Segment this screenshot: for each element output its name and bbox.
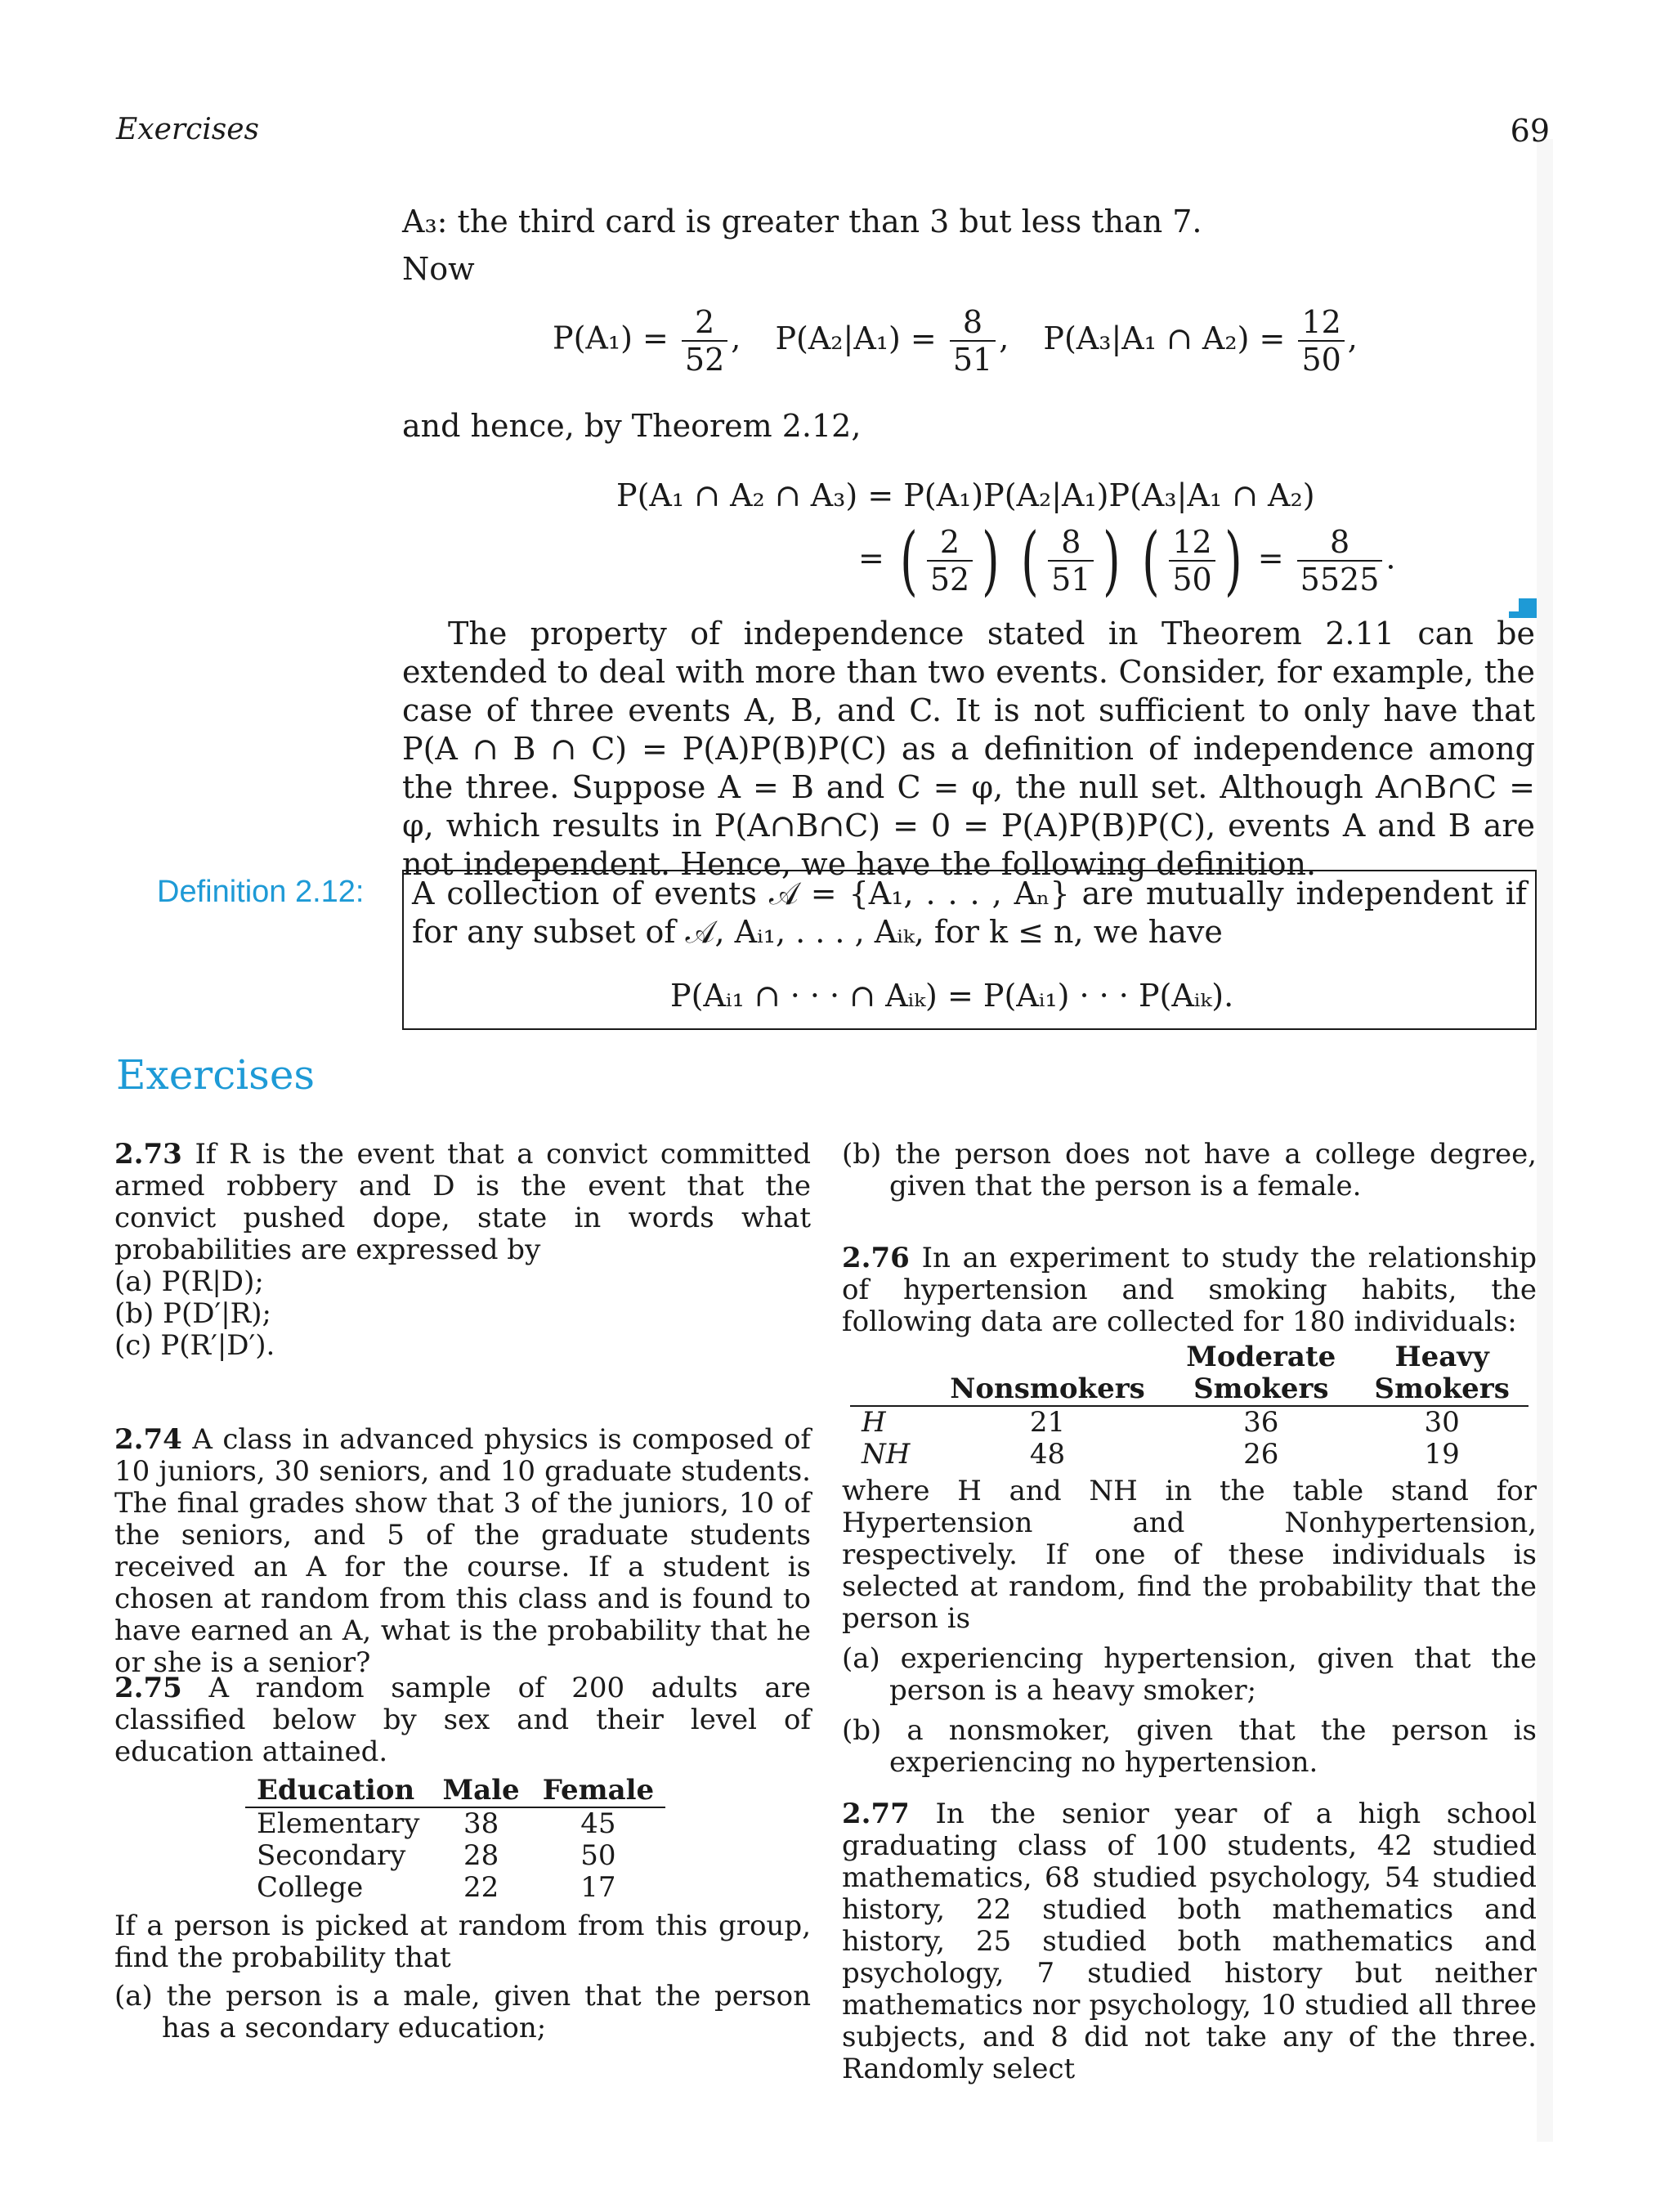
part-b: (b) a nonsmoker, given that the person is experiencing no hypertension. (842, 1714, 1537, 1779)
exercise-number: 2.75 (114, 1672, 182, 1704)
table-cell: Elementary (257, 1807, 420, 1840)
definition-text: A collection of events 𝒜 = {A₁, . . . , Aₙ} are mutually independent if for any subset of 𝒜, Aᵢ₁, . . . , Aᵢₖ, for k ≤ n, we have (412, 875, 1527, 950)
table-cell: 38 (463, 1807, 499, 1840)
table-cell: College (257, 1871, 364, 1904)
table-cell: NH (862, 1438, 911, 1471)
table-cell: 28 (463, 1839, 499, 1872)
exercise-2-75 (114, 1672, 811, 2044)
table-cell: 19 (1424, 1438, 1460, 1471)
exercise-number: 2.77 (842, 1798, 910, 1830)
exercise-text: In an experiment to study the relationship of hypertension and smoking habits, the following data are collected for 180 individuals: (842, 1242, 1537, 1338)
exercise-number: 2.76 (842, 1242, 910, 1274)
part-a: (a) P(R|D); (114, 1265, 264, 1298)
fraction (1298, 304, 1344, 378)
now-text: Now (402, 251, 475, 287)
p-a2-lhs: P(A₂|A₁) = (775, 320, 937, 356)
hence-text: and hence, by Theorem 2.12, (402, 408, 862, 444)
fraction (927, 524, 973, 598)
denominator: 52 (684, 342, 725, 378)
table-row (850, 1439, 1529, 1471)
page-number: 69 (1510, 113, 1550, 149)
exercise-2-76 (842, 1243, 1537, 1779)
table-row (245, 1840, 665, 1872)
part-b: (b) P(D′|R); (114, 1297, 271, 1330)
exercise-text: A class in advanced physics is composed of 10 juniors, 30 seniors, and 10 graduate students. The final grades show that 3 of the juniors, 10 of the seniors, and 5 of the graduate students received an A for the course. If a student is chosen at random from this class and is found to have earned an A, what is the probability that he or she is a senior? (114, 1423, 812, 1679)
exercise-followup: If a person is picked at random from this group, find the probability that (114, 1910, 811, 1974)
fraction (1169, 524, 1215, 598)
numerator: 2 (682, 304, 727, 342)
exercise-text: A random sample of 200 adults are classified below by sex and their level of education attained. (114, 1672, 812, 1768)
exercise-2-74 (114, 1424, 811, 1679)
table-cell: 17 (580, 1871, 616, 1904)
exercise-number: 2.74 (114, 1423, 182, 1456)
table-cell: 36 (1243, 1406, 1279, 1439)
denominator: 5525 (1300, 562, 1380, 598)
part-b: (b) the person does not have a college degree, given that the person is a female. (842, 1138, 1537, 1202)
column-header: Education (257, 1774, 415, 1807)
probabilities-equation: P(A₁) = $\frac{2}{52}$ , P(A₂|A₁) = $\frac{8}{51}$ , P(A₃|A₁ ∩ A₂) = $\frac{12}{50}$ , (553, 304, 1358, 378)
a3-definition: A₃: the third card is greater than 3 but less than 7. (402, 204, 1202, 240)
independence-paragraph: The property of independence stated in Theorem 2.11 can be extended to deal with more than two events. Consider, for example, the case of three events A, B, and C. It is not sufficient to only have that P(A ∩ B ∩ C) = P(A)P(B)P(C) as a definition of independence among the three. Suppose A = B and C = φ, the null set. Although A∩B∩C = φ, which results in P(A∩B∩C) = 0 = P(A)P(B)P(C), events A and B are not independent. Hence, we have the following definition. (402, 616, 1535, 882)
fraction (950, 304, 996, 378)
denominator: 50 (1301, 342, 1341, 378)
exercises-section-title: Exercises (116, 1051, 316, 1099)
part-c: (c) P(R′|D′). (114, 1329, 275, 1362)
exercise-followup: where H and NH in the table stand for Hypertension and Nonhypertension, respectively. If one of these individuals is selected at random, find the probability that the person is (842, 1475, 1537, 1635)
definition-label: Definition 2.12: (157, 875, 365, 909)
column-header (929, 1341, 1167, 1373)
numerator: 12 (1298, 304, 1344, 342)
numerator: 12 (1169, 524, 1215, 562)
exercise-2-75-continued (842, 1139, 1537, 1202)
column-header: Male (442, 1774, 520, 1807)
fraction (1297, 524, 1383, 598)
table-cell: 26 (1243, 1438, 1279, 1471)
column-header: Heavy (1394, 1341, 1489, 1373)
education-table (245, 1775, 665, 1904)
denominator: 51 (1051, 562, 1091, 598)
hypertension-table (850, 1341, 1529, 1471)
column-header: Female (542, 1774, 655, 1807)
exercise-text: In the senior year of a high school graduating class of 100 students, 42 studied mathematics, 68 studied psychology, 54 studied history, 22 studied both mathematics and history, 25 studied both mathematics and psychology, 7 studied history but neither mathematics nor psychology, 10 studied all three subjects, and 8 did not take any of the three. Randomly select (842, 1798, 1537, 2085)
exercise-2-77 (842, 1798, 1537, 2085)
column-header (850, 1341, 929, 1373)
table-cell: 30 (1424, 1406, 1460, 1439)
definition-formula: P(Aᵢ₁ ∩ · · · ∩ Aᵢₖ) = P(Aᵢ₁) · · · P(Aᵢₖ). (670, 978, 1234, 1014)
joint-probability-equation: P(A₁ ∩ A₂ ∩ A₃) = P(A₁)P(A₂|A₁)P(A₃|A₁ ∩ A₂) (616, 477, 1315, 513)
denominator: 52 (929, 562, 970, 598)
table-cell: 21 (1029, 1406, 1066, 1439)
part-a: (a) experiencing hypertension, given that the person is a heavy smoker; (842, 1642, 1537, 1707)
table-row (245, 1807, 665, 1840)
numerator: 8 (1297, 524, 1383, 562)
exercise-number: 2.73 (114, 1138, 182, 1171)
column-header: Nonsmokers (950, 1372, 1145, 1405)
table-row (245, 1872, 665, 1904)
column-header: Smokers (1374, 1372, 1510, 1405)
column-header: Smokers (1193, 1372, 1329, 1405)
joint-probability-result: = ( $\frac{2}{52}$ ) ( $\frac{8}{51}$ ) ( $\frac{12}{50}$ ) = $\frac{8}{5525}$ . (858, 517, 1396, 604)
exercise-text: If R is the event that a convict committed armed robbery and D is the event that the convict pushed dope, state in words what probabilities are expressed by (114, 1138, 811, 1266)
table-cell: Secondary (257, 1839, 406, 1872)
denominator: 50 (1172, 562, 1212, 598)
part-a: (a) the person is a male, given that the person has a secondary education; (114, 1980, 811, 2044)
running-header: Exercises (116, 113, 260, 146)
table-cell: 48 (1029, 1438, 1066, 1471)
numerator: 2 (927, 524, 973, 562)
column-header: Moderate (1186, 1341, 1336, 1373)
p-a3-lhs: P(A₃|A₁ ∩ A₂) = (1043, 320, 1286, 356)
numerator: 8 (950, 304, 996, 342)
fraction (1048, 524, 1094, 598)
table-row (850, 1406, 1529, 1439)
fraction (682, 304, 727, 378)
definition-box (402, 870, 1537, 1030)
numerator: 8 (1048, 524, 1094, 562)
table-cell: 45 (580, 1807, 616, 1840)
page-shade (1537, 139, 1553, 2142)
table-cell: 50 (580, 1839, 616, 1872)
denominator: 51 (952, 342, 993, 378)
table-cell: 22 (463, 1871, 499, 1904)
column-header (850, 1373, 929, 1406)
p-a1-lhs: P(A₁) = (553, 320, 669, 356)
exercise-2-73 (114, 1139, 811, 1362)
table-cell: H (862, 1406, 886, 1439)
